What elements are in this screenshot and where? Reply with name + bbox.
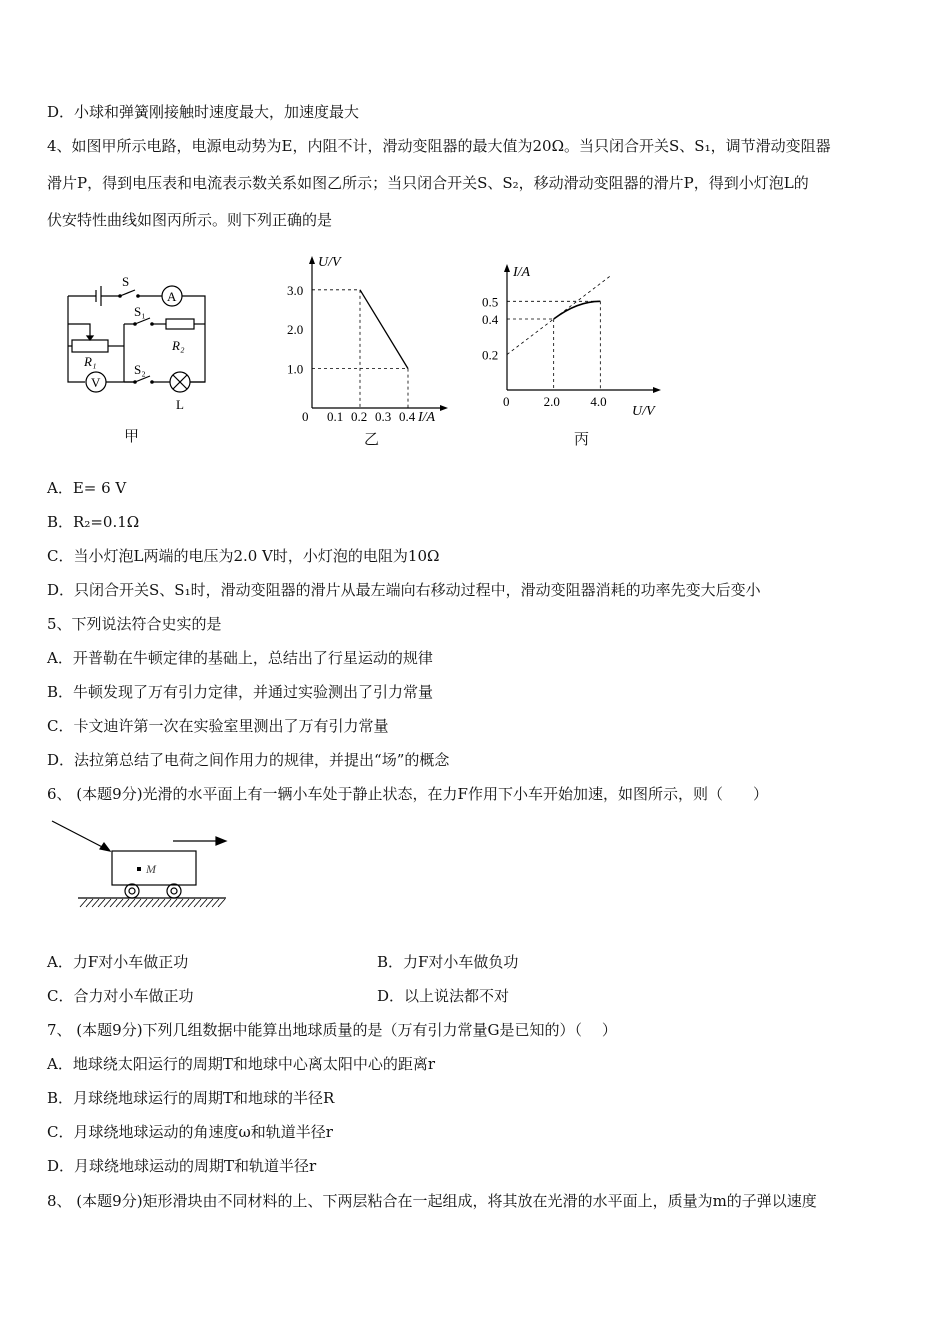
q4-option-a: A．E= 6 V: [47, 479, 127, 497]
y-axis-label: I/A: [513, 265, 531, 280]
y-tick-label: 0.2: [482, 347, 499, 363]
x-tick-label: 0.1: [327, 409, 344, 424]
caption-jia: 甲: [124, 427, 140, 445]
x-axis-arrow: [653, 387, 661, 393]
x-tick-label: 2.0: [543, 394, 560, 409]
ammeter-symbol: A: [167, 289, 177, 304]
q4-option-c: C．当小灯泡L两端的电压为2.0 V时，小灯泡的电阻为10Ω: [47, 547, 440, 565]
x-tick-label: 0: [503, 394, 510, 409]
x-tick-label: 4.0: [590, 394, 607, 409]
y-tick-label: 0.4: [482, 312, 499, 328]
voltmeter-symbol: V: [91, 375, 101, 390]
chart-bing: [475, 258, 675, 428]
q8-stem: 8、 (本题9分)矩形滑块由不同材料的上、下两层粘合在一起组成，将其放在光滑的水平面上，质量为m的子弹以速度: [47, 1192, 817, 1210]
q5-option-c: C．卡文迪许第一次在实验室里测出了万有引力常量: [47, 717, 389, 735]
cart-figure: [48, 815, 233, 915]
x-axis-arrow: [440, 405, 448, 411]
q5-option-a: A．开普勒在牛顿定律的基础上，总结出了行星运动的规律: [47, 649, 433, 667]
q7-option-d: D．月球绕地球运动的周期T和轨道半径r: [47, 1157, 317, 1175]
q4-stem-line2: 滑片P，得到电压表和电流表示数关系如图乙所示；当只闭合开关S、S₂，移动滑动变阻器的滑片P，得到小灯泡L的: [47, 174, 809, 192]
cart-mass-label: M: [146, 862, 156, 876]
label-r2: R₂: [172, 338, 185, 353]
circuit-figure-jia: [60, 272, 220, 412]
q5-option-d: D．法拉第总结了电荷之间作用力的规律，并提出“场”的概念: [47, 751, 450, 769]
iv-curve: [554, 301, 601, 319]
chart-yi: [280, 248, 450, 428]
q6-option-d: D．以上说法都不对: [377, 987, 510, 1005]
label-s2: S₂: [134, 362, 146, 377]
q7-option-c: C．月球绕地球运动的角速度ω和轨道半径r: [47, 1123, 333, 1141]
label-r1: R₁: [84, 354, 97, 369]
data-line-segment: [360, 290, 408, 369]
y-axis-arrow: [504, 264, 510, 272]
x-axis-label: I/A: [418, 410, 436, 425]
caption-yi: 乙: [364, 430, 380, 448]
q3-option-d: D．小球和弹簧刚接触时速度最大，加速度最大: [47, 103, 360, 121]
q5-option-b: B．牛顿发现了万有引力定律，并通过实验测出了引力常量: [47, 683, 434, 701]
caption-bing: 丙: [574, 430, 590, 448]
y-tick-label: 3.0: [287, 282, 304, 298]
x-tick-label: 0.3: [375, 409, 392, 424]
x-tick-label: 0.4: [399, 409, 416, 424]
y-tick-label: 2.0: [287, 322, 304, 338]
q7-stem: 7、 (本题9分)下列几组数据中能算出地球质量的是（万有引力常量G是已知的）（ ）: [47, 1021, 617, 1039]
q4-option-d: D．只闭合开关S、S₁时，滑动变阻器的滑片从最左端向右移动过程中，滑动变阻器消耗的功率先变大后变小: [47, 581, 761, 599]
q4-option-b: B．R₂=0.1Ω: [47, 513, 140, 531]
label-lamp: L: [176, 397, 184, 412]
q7-option-b: B．月球绕地球运行的周期T和地球的半径R: [47, 1089, 335, 1107]
y-axis-label: U/V: [318, 255, 341, 270]
label-s: S: [122, 274, 130, 289]
q6-stem: 6、 (本题9分)光滑的水平面上有一辆小车处于静止状态，在力F作用下小车开始加速，如图所示，则（ ）: [47, 785, 768, 803]
y-tick-label: 1.0: [287, 361, 304, 377]
y-axis-arrow: [309, 256, 315, 264]
label-s1: S₁: [134, 304, 146, 319]
q6-option-c: C．合力对小车做正功: [47, 987, 194, 1005]
q6-option-a: A．力F对小车做正功: [47, 953, 189, 971]
q7-option-a: A．地球绕太阳运行的周期T和地球中心离太阳中心的距离r: [47, 1055, 436, 1073]
x-axis-label: U/V: [632, 404, 655, 419]
x-tick-label: 0: [302, 409, 309, 424]
q4-stem-line1: 4、如图甲所示电路，电源电动势为E，内阻不计，滑动变阻器的最大值为20Ω。当只闭合开关S、S₁，调节滑动变阻器: [47, 137, 831, 155]
y-tick-label: 0.5: [482, 294, 499, 310]
q4-stem-line3: 伏安特性曲线如图丙所示。则下列正确的是: [47, 211, 333, 229]
q6-option-b: B．力F对小车做负功: [377, 953, 519, 971]
x-tick-label: 0.2: [351, 409, 368, 424]
q5-stem: 5、下列说法符合史实的是: [47, 615, 222, 633]
